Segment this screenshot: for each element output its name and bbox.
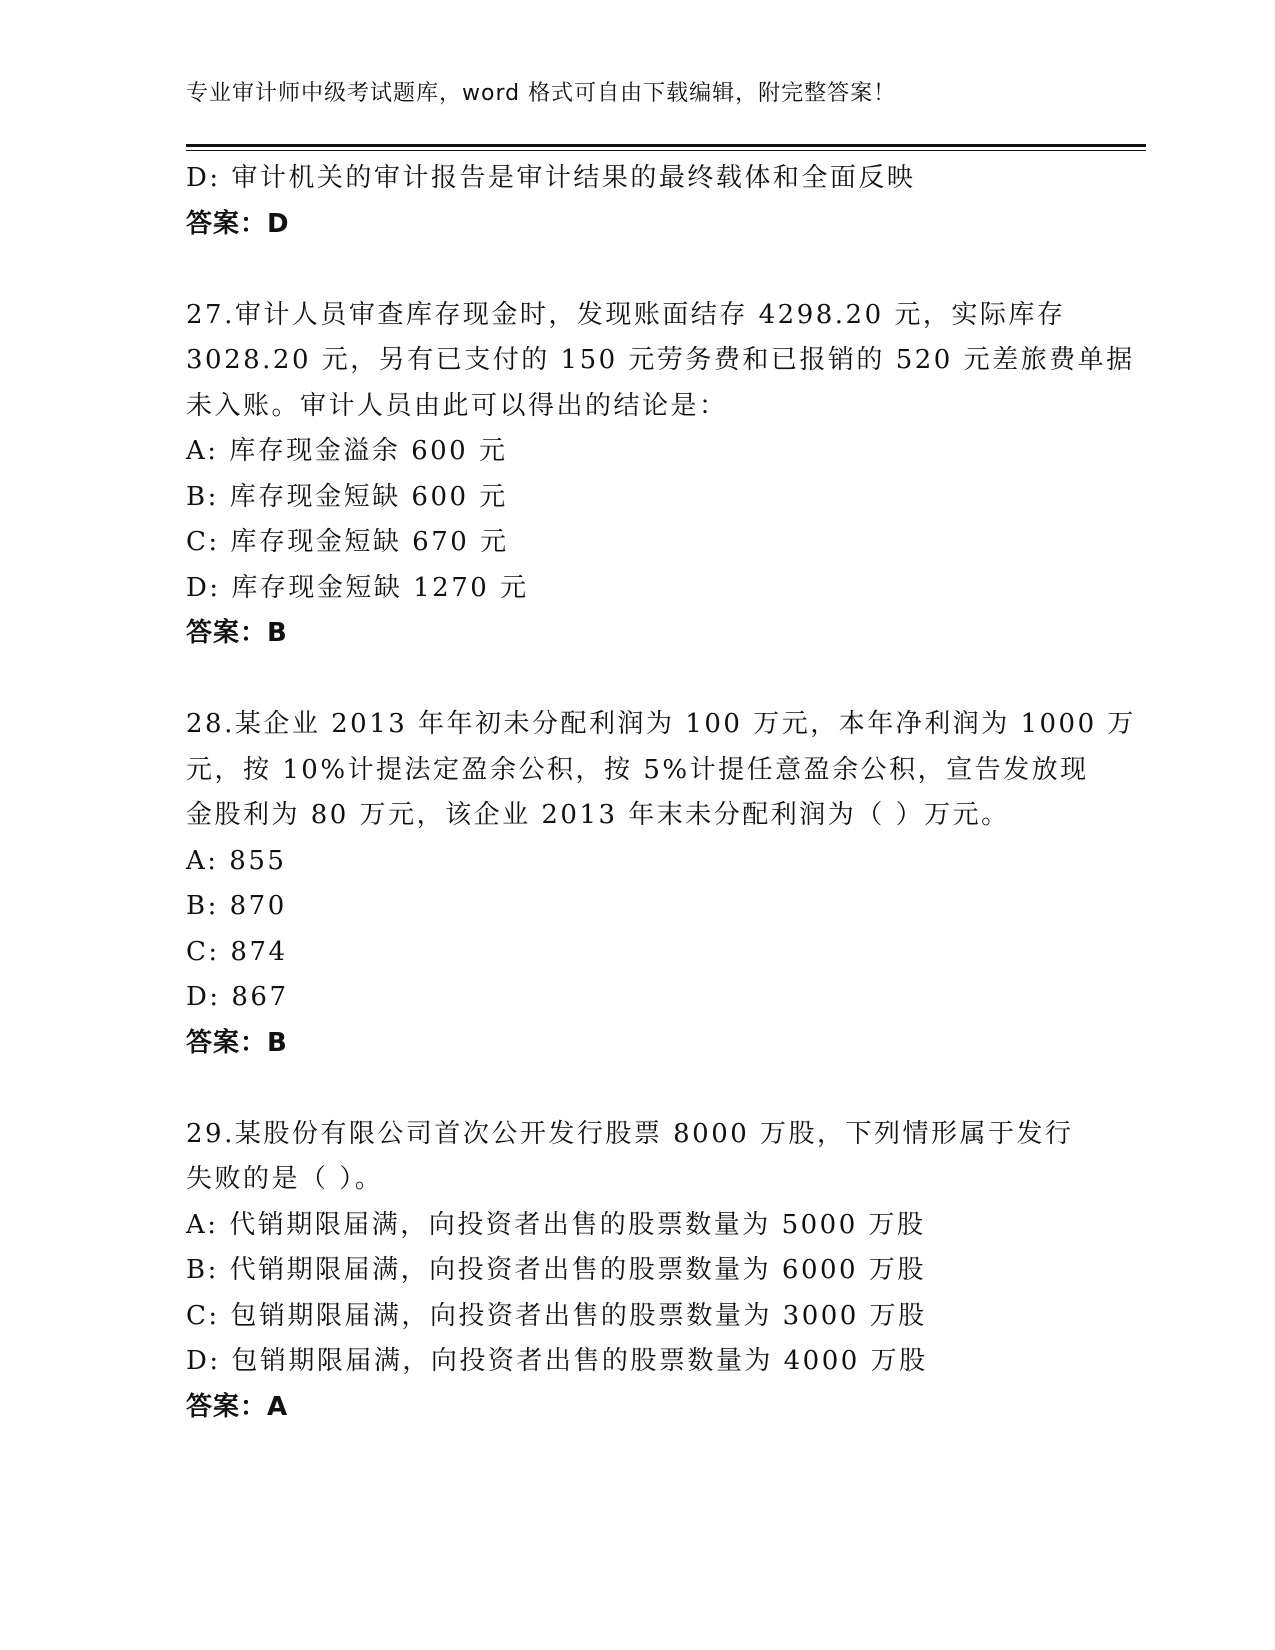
- question-28: [186, 702, 1136, 1066]
- question-28-stem-line: 元，按 10%计提法定盈余公积，按 5%计提任意盈余公积，宣告发放现: [186, 754, 1089, 785]
- question-29-stem-line: 失败的是（ ）。: [186, 1164, 384, 1194]
- question-28-option-d: D: 867: [186, 982, 289, 1012]
- question-29-option-c: C: 包销期限届满，向投资者出售的股票数量为 3000 万股: [186, 1300, 927, 1331]
- document-body: [186, 156, 1136, 1430]
- spacer: [186, 247, 1086, 293]
- question-27: [186, 293, 1135, 657]
- spacer: [186, 657, 1086, 703]
- question-27-option-d: D: 库存现金短缺 1270 元: [186, 572, 529, 603]
- question-27-option-b: B: 库存现金短缺 600 元: [186, 481, 508, 512]
- question-28-answer: 答案：B: [186, 1027, 288, 1058]
- question-29-option-a: A: 代销期限届满，向投资者出售的股票数量为 5000 万股: [186, 1209, 926, 1240]
- question-28-option-c: C: 874: [186, 936, 288, 967]
- prev-question-answer: 答案：D: [186, 208, 290, 239]
- question-28-stem-line: 金股利为 80 万元，该企业 2013 年末未分配利润为（ ）万元。: [186, 800, 1010, 830]
- question-29-option-d: D: 包销期限届满，向投资者出售的股票数量为 4000 万股: [186, 1346, 928, 1376]
- question-29-answer: 答案：A: [186, 1391, 289, 1422]
- spacer: [186, 1066, 1086, 1112]
- question-28-option-a: A: 855: [186, 845, 287, 876]
- question-28-option-b: B: 870: [186, 891, 287, 921]
- header-rule-thick: [186, 144, 1146, 147]
- page-header: 专业审计师中级考试题库，word 格式可自由下载编辑，附完整答案！: [186, 81, 897, 106]
- question-27-stem-line: 27.审计人员审查库存现金时，发现账面结存 4298.20 元，实际库存: [186, 299, 1066, 330]
- prev-question-option-d: D: 审计机关的审计报告是审计结果的最终载体和全面反映: [186, 163, 916, 193]
- header-rule-thin: [186, 150, 1146, 151]
- question-27-answer: 答案：B: [186, 618, 288, 648]
- question-29-stem-line: 29.某股份有限公司首次公开发行股票 8000 万股，下列情形属于发行: [186, 1118, 1074, 1149]
- question-27-stem-line: 未入账。审计人员由此可以得出的结论是：: [186, 390, 728, 421]
- question-27-option-a: A: 库存现金溢余 600 元: [186, 436, 508, 466]
- question-27-option-c: C: 库存现金短缺 670 元: [186, 527, 509, 557]
- question-28-stem-line: 28.某企业 2013 年年初未分配利润为 100 万元，本年净利润为 1000 万: [186, 709, 1136, 739]
- question-29-option-b: B: 代销期限届满，向投资者出售的股票数量为 6000 万股: [186, 1255, 926, 1285]
- question-27-stem-line: 3028.20 元，另有已支付的 150 元劳务费和已报销的 520 元差旅费单据: [186, 345, 1135, 375]
- question-29: [186, 1112, 1086, 1431]
